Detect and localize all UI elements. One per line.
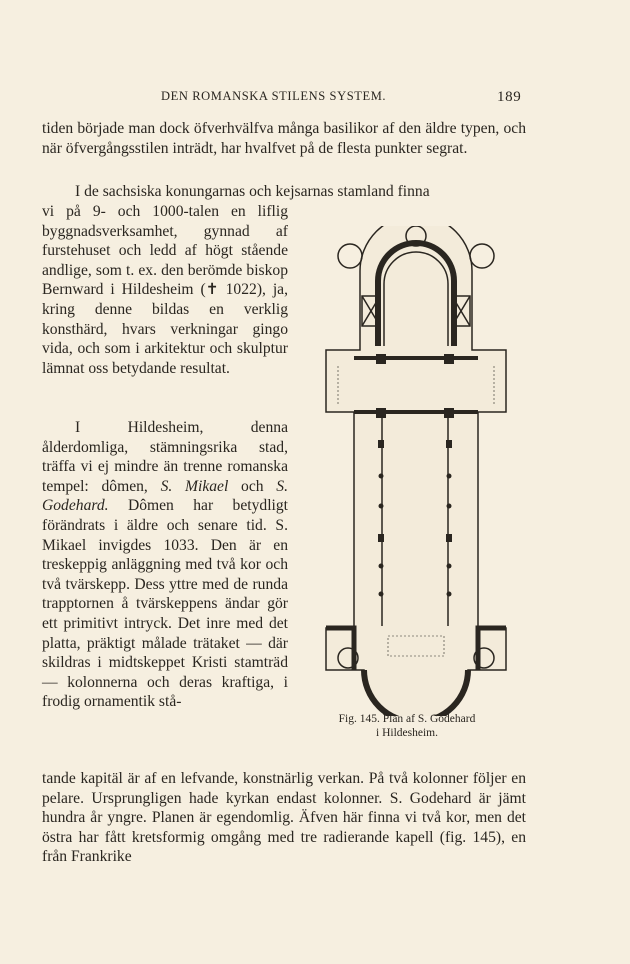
column [447,474,452,479]
running-title: DEN ROMANSKA STILENS SYSTEM. [161,89,387,103]
paragraph-3-text-a: I Hildesheim, denna ålderdomliga, stämningsrika stad, träffa vi ej mindre än trenne romanska tempel: dômen, [42,419,288,495]
column [379,592,384,597]
stair-tower-ne [470,244,494,268]
paragraph-1: tiden började man dock öfverhvälfva många basilikor af den äldre typen, och när öfvergångsstilen inträdt, har hvalfvet på de flesta punkter segrat. [42,120,526,157]
column [447,592,452,597]
floor-plan-drawing [318,226,514,716]
paragraph-2-column: vi på 9- och 1000-talen en liflig byggnadsverksamhet, gynnad af furstehuset och ledd af högt stående andlige, som t. ex. den berömde biskop Bernward i Hildesheim (✝ 1022), ja, kring denne bildas en verklig konsthärd, hvars verkningar gingo vida, och som i arkitektur och skulptur lämnat oss betydande resultat. [42,203,288,377]
page-number: 189 [497,89,522,105]
pier [378,534,384,542]
crossing-pier-nw [444,354,454,364]
column [379,564,384,569]
crossing-pier-sw [444,408,454,418]
figure-caption [292,712,522,740]
church-floor-plan-figure [318,226,514,716]
column [379,474,384,479]
column [379,504,384,509]
caption-line-1: Fig. 145. Plan af S. Godehard [338,713,476,725]
paragraph-3-continuation: tande kapitäl är af en lefvande, konstnärlig verkan. På två kolonner följer en pelare. Ursprungligen hade kyrkan endast kolonner. S. Godehard är jämt hundra år yngre. Planen är egendomlig. Äfven här finna vi två kor, men det östra har fått kretsformig omgång med tre radierande kapell (fig. 145), en från Frankrike [42,770,526,866]
church-name-mikael: S. Mikael [160,477,229,495]
stair-tower-nw [338,244,362,268]
church-name-godehard: S. Godehard. [42,477,288,515]
paragraph-3-text-b: Dômen har betydligt förändrats i äldre och senare tid. S. Mikael invigdes 1033. Den är en treskeppig anläggning med två kor och två tvärskepp. Dess yttre med de runda trapptornen å tvärskeppens ändar gör ett primitivt intryck. Det inre med det platta, präktigt målade trätaket — där skildras i midtskeppet Kristi stamträd — kolonnerna och deras kraftiga, i frodig ornamentik stå- [42,497,288,711]
pier [378,440,384,448]
pier [446,534,452,542]
column [447,504,452,509]
crossing-pier-ne [376,354,386,364]
caption-line-2: i Hildesheim. [376,727,438,739]
pier [446,440,452,448]
crossing-pier-se [376,408,386,418]
paragraph-3-och: och [241,477,264,495]
paragraph-3-column [42,418,288,712]
column [447,564,452,569]
paragraph-2-first-line: I de sachsiska konungarnas och kejsarnas stamland finna [75,183,430,200]
